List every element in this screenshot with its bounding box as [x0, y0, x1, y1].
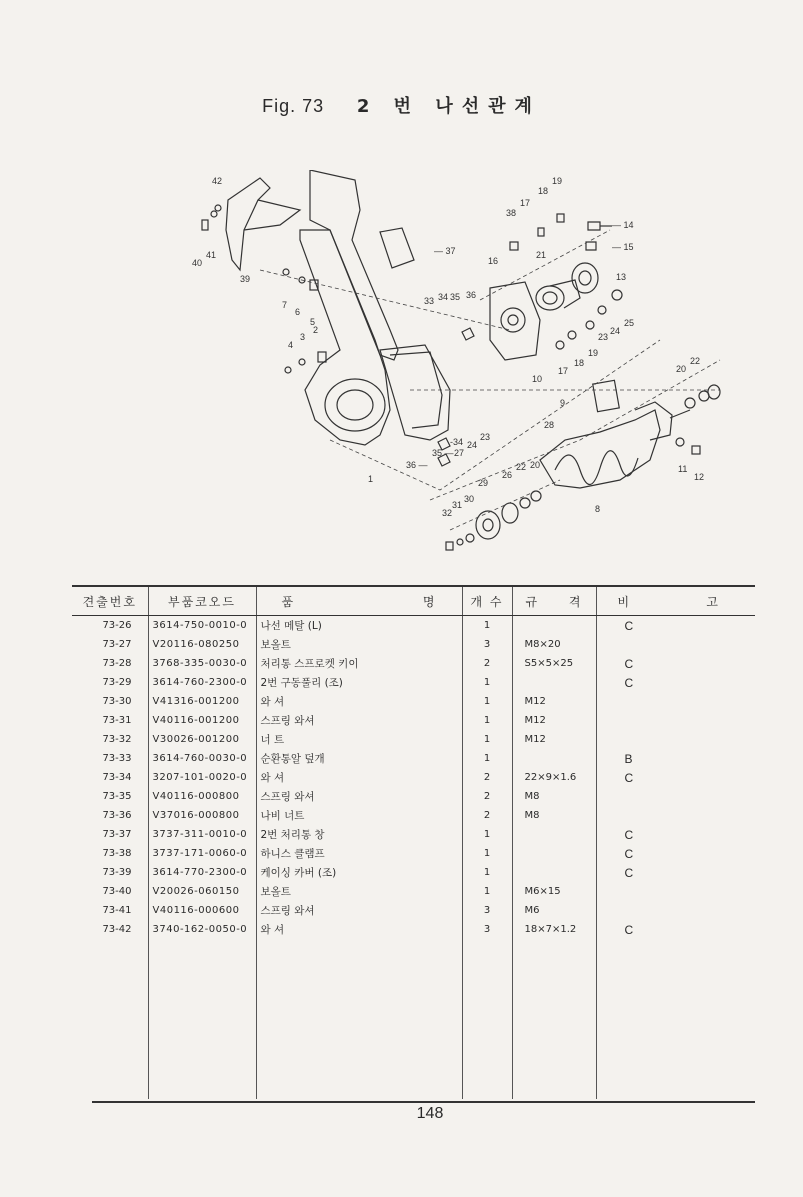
specification-cell: M6: [512, 901, 596, 920]
remarks-cell: [596, 730, 755, 749]
table-row: [72, 901, 755, 920]
quantity-cell: 2: [462, 768, 512, 787]
svg-text:30: 30: [464, 494, 475, 504]
svg-text:9: 9: [560, 398, 566, 408]
quantity-cell: 2: [462, 806, 512, 825]
svg-text:2: 2: [313, 325, 319, 335]
metal-flange: [490, 282, 540, 360]
callout-labels: [192, 176, 704, 518]
quantity-cell: 3: [462, 920, 512, 939]
svg-text:23: 23: [598, 332, 609, 342]
svg-text:3: 3: [300, 332, 306, 342]
svg-text:4: 4: [288, 340, 294, 350]
table-row: [72, 635, 755, 654]
part-name-cell: 보올트: [256, 882, 462, 901]
svg-text:— 37: — 37: [434, 246, 456, 256]
table-row: [72, 711, 755, 730]
quantity-cell: 1: [462, 692, 512, 711]
part-name-cell: 2번 구동풀리 (조): [256, 673, 462, 692]
svg-text:19: 19: [552, 176, 563, 186]
svg-text:11: 11: [678, 464, 688, 474]
svg-text:32: 32: [442, 508, 453, 518]
figure-label: Fig. 73: [262, 96, 325, 116]
part-code-cell: V40116-000600: [148, 901, 256, 920]
part-code-cell: 3740-162-0050-0: [148, 920, 256, 939]
part-name-cell: 와 셔: [256, 768, 462, 787]
svg-text:36 —: 36 —: [406, 460, 428, 470]
remarks-cell: C: [596, 616, 755, 636]
svg-text:22: 22: [516, 462, 527, 472]
specification-cell: M8×20: [512, 635, 596, 654]
svg-text:8: 8: [595, 504, 601, 514]
header-name-a: 품: [281, 594, 296, 609]
table-bottom-rule: [92, 1101, 755, 1103]
svg-text:29: 29: [478, 478, 489, 488]
ref-number-cell: 73-33: [102, 753, 132, 764]
part-name-cell: 스프링 와셔: [256, 711, 462, 730]
part-name-cell: 와 셔: [256, 920, 462, 939]
svg-text:5: 5: [310, 317, 316, 327]
svg-text:35 —: 35 —: [432, 448, 454, 458]
specification-cell: S5×5×25: [512, 654, 596, 673]
table-row: [72, 768, 755, 787]
part-name-cell: 스프링 와셔: [256, 787, 462, 806]
svg-text:31: 31: [452, 500, 463, 510]
quantity-cell: 1: [462, 844, 512, 863]
header-note: [596, 586, 755, 616]
casing-cover-shape: [226, 178, 270, 270]
svg-text:6: 6: [295, 307, 301, 317]
svg-text:1: 1: [368, 474, 374, 484]
page-number: 148: [416, 1105, 444, 1122]
svg-text:36: 36: [466, 290, 477, 300]
part-code-cell: 3737-311-0010-0: [148, 825, 256, 844]
part-code-cell: V20116-080250: [148, 635, 256, 654]
header-spec: [512, 586, 596, 616]
part-name-cell: 케이싱 카버 (조): [256, 863, 462, 882]
remarks-cell: C: [596, 825, 755, 844]
part-name-cell: 나선 메탈 (L): [256, 616, 462, 636]
remarks-cell: [596, 787, 755, 806]
ref-number-cell: 73-32: [102, 734, 132, 745]
svg-text:22: 22: [690, 356, 701, 366]
quantity-cell: 1: [462, 825, 512, 844]
empty-cell: [148, 939, 256, 1099]
quantity-cell: 2: [462, 654, 512, 673]
table-row: [72, 730, 755, 749]
remarks-cell: C: [596, 768, 755, 787]
remarks-cell: [596, 711, 755, 730]
svg-text:-34: -34: [450, 437, 464, 447]
page-title: [0, 92, 803, 118]
part-code-cell: V30026-001200: [148, 730, 256, 749]
svg-text:21: 21: [536, 250, 547, 260]
table-row: [72, 654, 755, 673]
svg-text:26: 26: [502, 470, 513, 480]
ref-number-cell: 73-41: [102, 905, 132, 916]
part-name-cell: 스프링 와셔: [256, 901, 462, 920]
ref-number-cell: 73-35: [102, 791, 132, 802]
svg-text:39: 39: [240, 274, 251, 284]
svg-text:— 14: — 14: [612, 220, 634, 230]
remarks-cell: C: [596, 863, 755, 882]
quantity-cell: 1: [462, 673, 512, 692]
table-header-row: [72, 586, 755, 616]
empty-cell: [512, 939, 596, 1099]
svg-text:24: 24: [467, 440, 478, 450]
ref-number-cell: 73-27: [102, 639, 132, 650]
main-casing-lower: [300, 230, 390, 445]
svg-text:13: 13: [616, 272, 627, 282]
table-row: [72, 882, 755, 901]
table-row: [72, 825, 755, 844]
svg-text:33: 33: [424, 296, 435, 306]
remarks-cell: [596, 882, 755, 901]
screw-spiral: [540, 410, 660, 488]
svg-text:20: 20: [676, 364, 687, 374]
remarks-cell: C: [596, 844, 755, 863]
header-name: [256, 586, 462, 616]
part-name-cell: 너 트: [256, 730, 462, 749]
specification-cell: M6×15: [512, 882, 596, 901]
ref-number-cell: 73-29: [102, 677, 132, 688]
ref-number-cell: 73-38: [102, 848, 132, 859]
quantity-cell: 3: [462, 635, 512, 654]
part-code-cell: V37016-000800: [148, 806, 256, 825]
ref-number-cell: 73-37: [102, 829, 132, 840]
table-row: [72, 863, 755, 882]
svg-text:41: 41: [206, 250, 217, 260]
empty-cell: [256, 939, 462, 1099]
specification-cell: [512, 863, 596, 882]
header-note-b: 고: [706, 594, 720, 609]
specification-cell: M12: [512, 711, 596, 730]
ref-number-cell: 73-42: [102, 924, 132, 935]
part-code-cell: 3207-101-0020-0: [148, 768, 256, 787]
svg-text:27: 27: [454, 448, 465, 458]
svg-text:35: 35: [450, 292, 461, 302]
table-row: [72, 844, 755, 863]
quantity-cell: 1: [462, 882, 512, 901]
empty-cell: [462, 939, 512, 1099]
window-plate: [380, 228, 414, 268]
svg-text:20: 20: [530, 460, 541, 470]
empty-cell: [72, 939, 148, 1099]
quantity-cell: 3: [462, 901, 512, 920]
remarks-cell: C: [596, 673, 755, 692]
svg-text:16: 16: [488, 256, 499, 266]
ref-number-cell: 73-39: [102, 867, 132, 878]
svg-text:42: 42: [212, 176, 223, 186]
table-empty-space: [72, 939, 755, 1099]
svg-text:19: 19: [588, 348, 599, 358]
part-code-cell: 3614-750-0010-0: [148, 616, 256, 636]
svg-text:17: 17: [520, 198, 531, 208]
bracket-9: [593, 380, 620, 411]
specification-cell: [512, 749, 596, 768]
specification-cell: [512, 825, 596, 844]
svg-text:23: 23: [480, 432, 491, 442]
quantity-cell: 2: [462, 787, 512, 806]
header-name-b: 명: [422, 594, 437, 609]
ref-number-cell: 73-34: [102, 772, 132, 783]
remarks-cell: C: [596, 654, 755, 673]
svg-text:— 15: — 15: [612, 242, 634, 252]
part-code-cell: V40116-000800: [148, 787, 256, 806]
svg-text:10: 10: [532, 374, 543, 384]
specification-cell: M8: [512, 806, 596, 825]
part-code-cell: 3737-171-0060-0: [148, 844, 256, 863]
quantity-cell: 1: [462, 863, 512, 882]
figure-title: 2 번 나선관계: [356, 96, 541, 117]
parts-list-table: [72, 585, 755, 1099]
quantity-cell: 1: [462, 730, 512, 749]
remarks-cell: [596, 635, 755, 654]
part-name-cell: 처리통 스프로켓 키이: [256, 654, 462, 673]
part-name-cell: 와 셔: [256, 692, 462, 711]
quantity-cell: 1: [462, 711, 512, 730]
remarks-cell: [596, 806, 755, 825]
specification-cell: [512, 616, 596, 636]
svg-text:18: 18: [574, 358, 585, 368]
table-row: [72, 806, 755, 825]
part-code-cell: V40116-001200: [148, 711, 256, 730]
auger-flange: [635, 402, 672, 440]
part-code-cell: V41316-001200: [148, 692, 256, 711]
part-code-cell: 3614-760-0030-0: [148, 749, 256, 768]
specification-cell: [512, 844, 596, 863]
table-row: [72, 692, 755, 711]
header-spec-b: 격: [568, 594, 583, 609]
ref-number-cell: 73-30: [102, 696, 132, 707]
part-name-cell: 보올트: [256, 635, 462, 654]
ref-number-cell: 73-28: [102, 658, 132, 669]
remarks-cell: C: [596, 920, 755, 939]
table-row: [72, 920, 755, 939]
part-code-cell: 3768-335-0030-0: [148, 654, 256, 673]
svg-text:24: 24: [610, 326, 621, 336]
remarks-cell: [596, 901, 755, 920]
specification-cell: 22×9×1.6: [512, 768, 596, 787]
header-ref: 견출번호: [72, 586, 148, 616]
header-spec-a: 규: [525, 594, 540, 609]
part-code-cell: 3614-760-2300-0: [148, 673, 256, 692]
svg-text:40: 40: [192, 258, 203, 268]
table-row: [72, 787, 755, 806]
svg-text:18: 18: [538, 186, 549, 196]
part-name-cell: 하니스 클램프: [256, 844, 462, 863]
remarks-cell: B: [596, 749, 755, 768]
ref-number-cell: 73-26: [102, 620, 132, 631]
bearing: [536, 286, 564, 310]
table-row: [72, 749, 755, 768]
table-row: [72, 616, 755, 636]
casing-opening: [325, 379, 385, 431]
svg-text:17: 17: [558, 366, 569, 376]
specification-cell: M8: [512, 787, 596, 806]
main-casing-upper: [310, 170, 398, 360]
exploded-parts-diagram: [180, 170, 740, 560]
part-code-cell: 3614-770-2300-0: [148, 863, 256, 882]
specification-cell: M12: [512, 692, 596, 711]
specification-cell: M12: [512, 730, 596, 749]
empty-cell: [596, 939, 755, 1099]
part-name-cell: 2번 처리통 창: [256, 825, 462, 844]
pulley-13: [572, 263, 598, 293]
quantity-cell: 1: [462, 616, 512, 636]
table-row: [72, 673, 755, 692]
header-qty: 개 수: [462, 586, 512, 616]
ref-number-cell: 73-36: [102, 810, 132, 821]
part-name-cell: 순환통알 덮개: [256, 749, 462, 768]
svg-text:7: 7: [282, 300, 288, 310]
remarks-cell: [596, 692, 755, 711]
specification-cell: 18×7×1.2: [512, 920, 596, 939]
specification-cell: [512, 673, 596, 692]
svg-text:28: 28: [544, 420, 555, 430]
part-name-cell: 나비 너트: [256, 806, 462, 825]
pulley-29: [476, 511, 500, 539]
svg-text:25: 25: [624, 318, 635, 328]
ref-number-cell: 73-40: [102, 886, 132, 897]
ref-number-cell: 73-31: [102, 715, 132, 726]
svg-text:38: 38: [506, 208, 517, 218]
parts-drawing: [180, 170, 740, 560]
part-code-cell: V20026-060150: [148, 882, 256, 901]
svg-text:34: 34: [438, 292, 449, 302]
header-note-a: 비: [617, 594, 632, 609]
svg-text:12: 12: [694, 472, 705, 482]
quantity-cell: 1: [462, 749, 512, 768]
header-code: 부품코오드: [148, 586, 256, 616]
